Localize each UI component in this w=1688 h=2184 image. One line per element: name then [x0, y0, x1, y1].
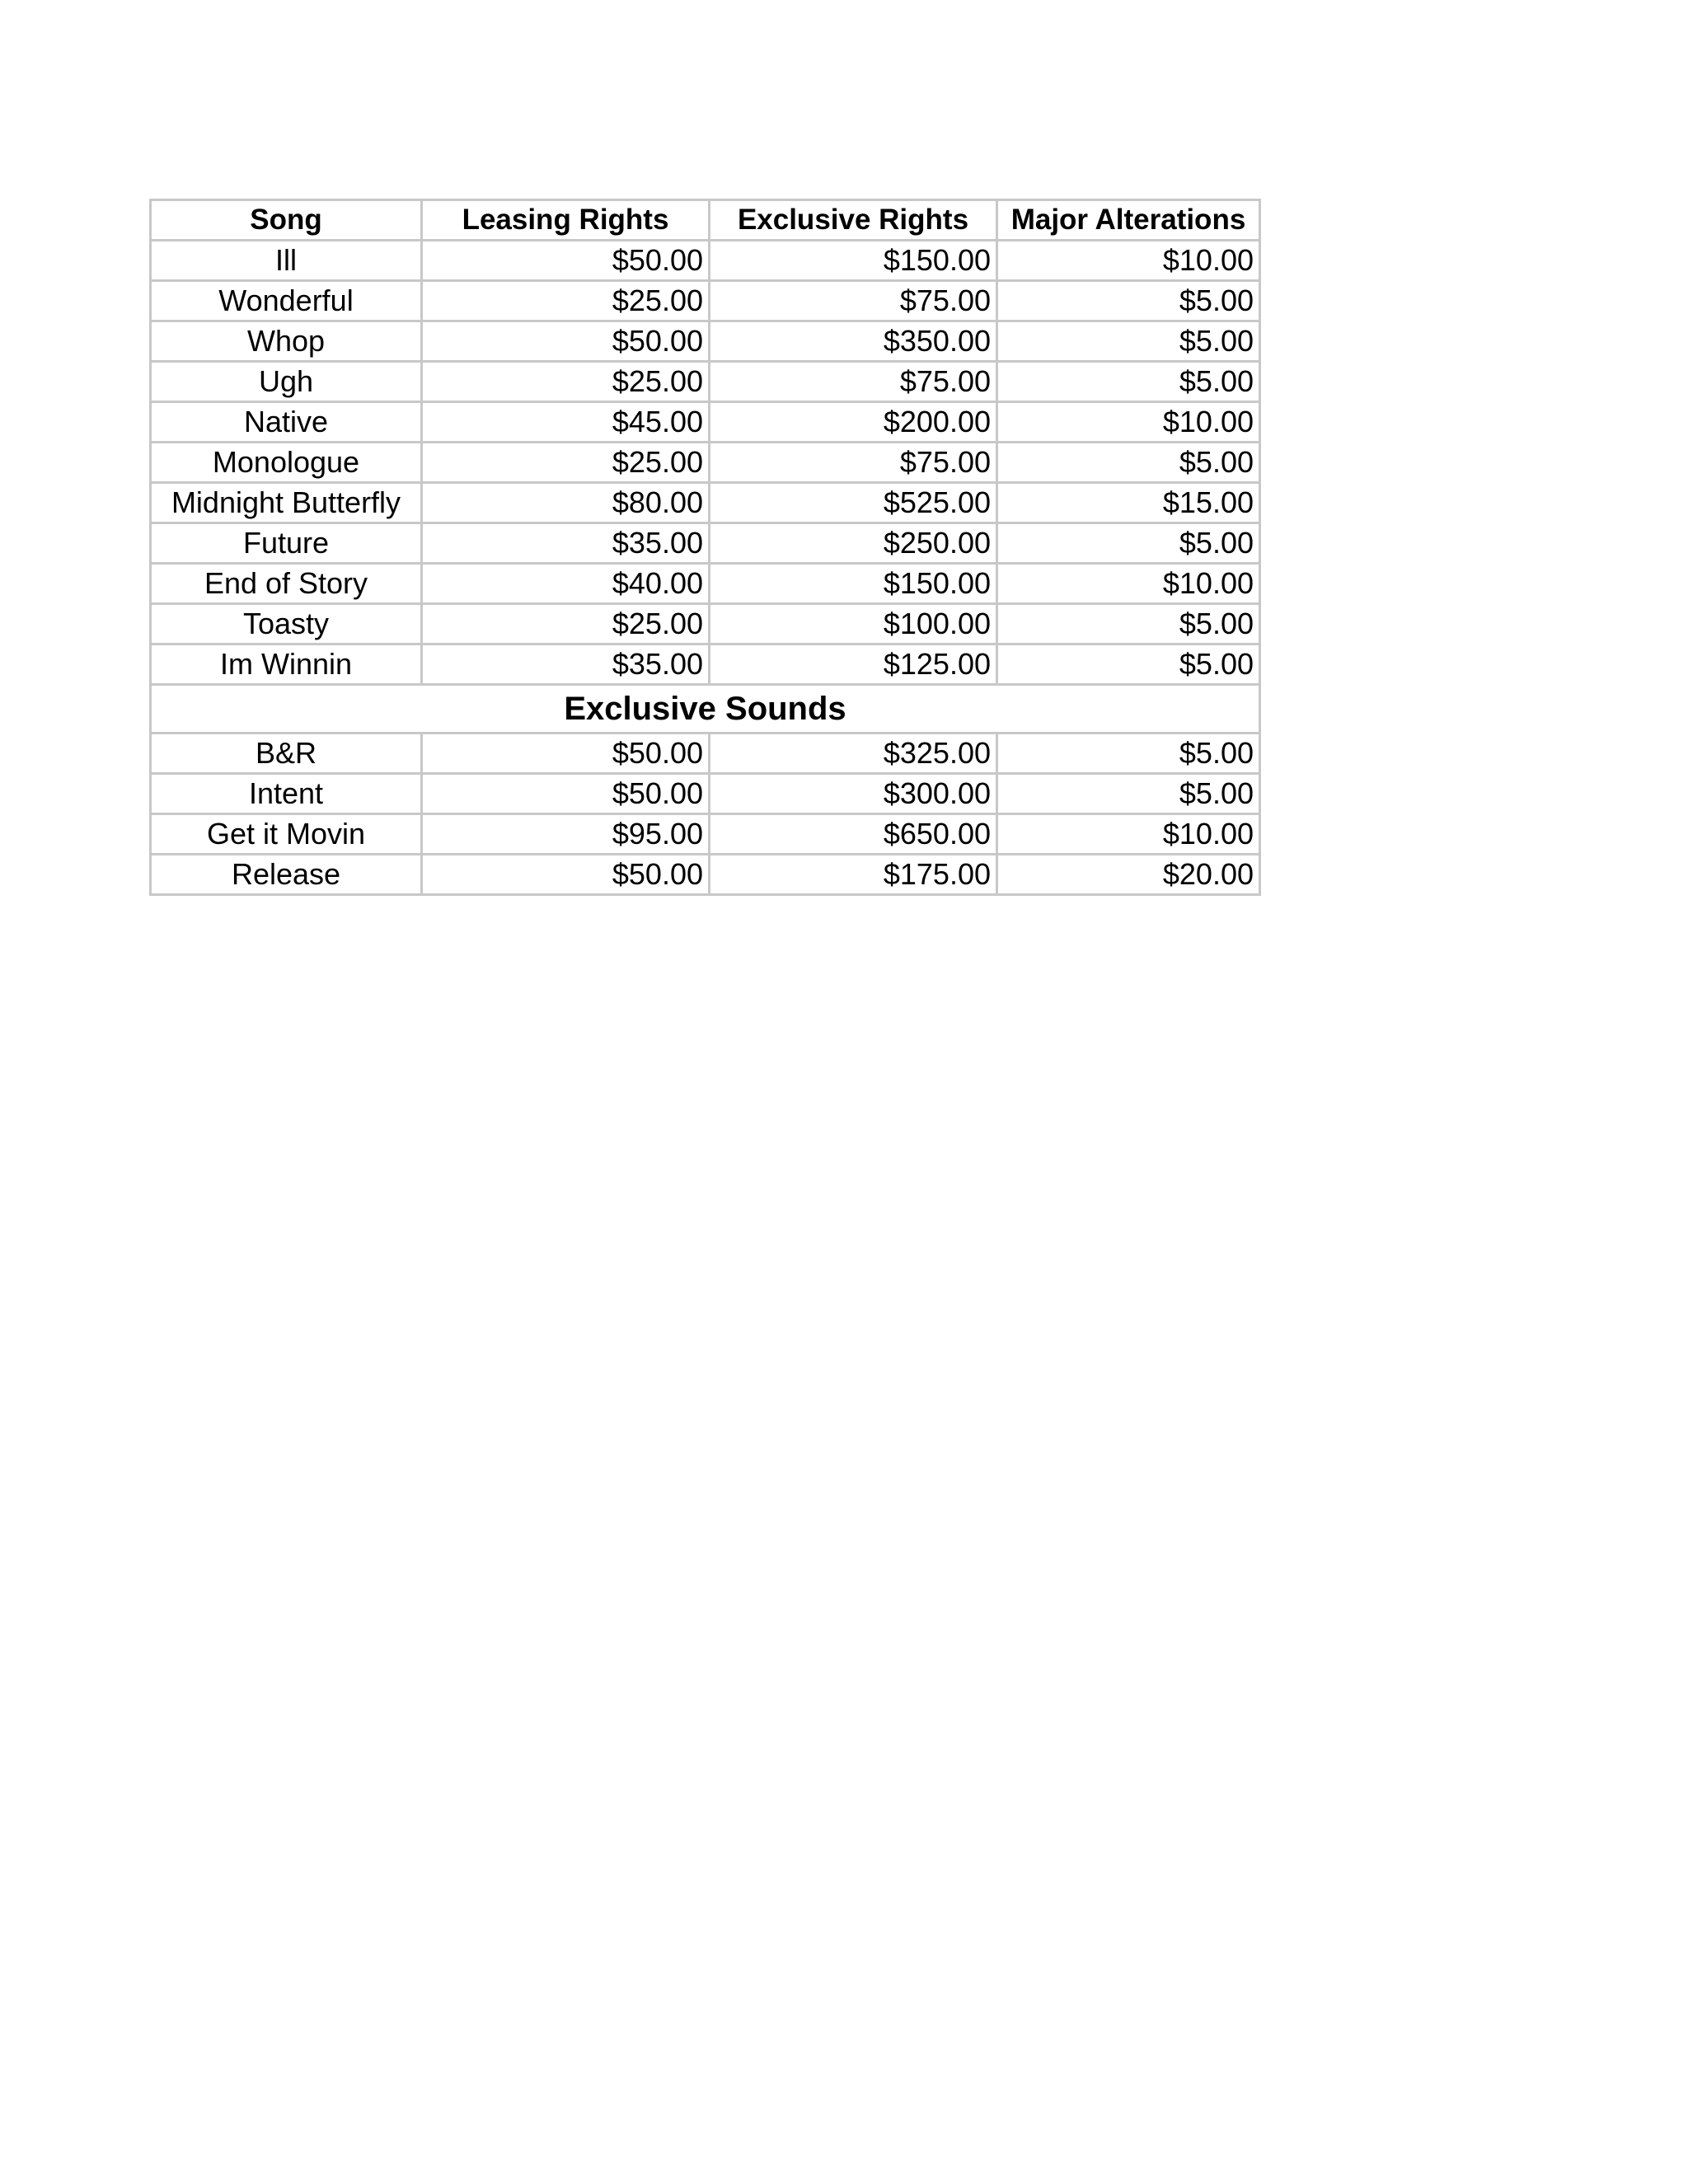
pricing-sheet — [149, 199, 1259, 896]
major-cell: $10.00 — [997, 564, 1260, 604]
major-cell: $5.00 — [997, 644, 1260, 685]
song-cell: Intent — [151, 774, 422, 814]
exclusive-cell: $250.00 — [710, 523, 997, 564]
song-cell: Monologue — [151, 443, 422, 483]
major-cell: $10.00 — [997, 241, 1260, 281]
leasing-cell: $50.00 — [422, 241, 710, 281]
table-row — [151, 241, 1260, 281]
table-header-row — [151, 200, 1260, 241]
major-cell: $15.00 — [997, 483, 1260, 523]
table-row — [151, 483, 1260, 523]
exclusive-cell: $525.00 — [710, 483, 997, 523]
song-cell: Ugh — [151, 362, 422, 402]
song-cell: Im Winnin — [151, 644, 422, 685]
song-cell: Native — [151, 402, 422, 443]
exclusive-cell: $150.00 — [710, 241, 997, 281]
song-cell: Get it Movin — [151, 814, 422, 855]
major-cell: $10.00 — [997, 402, 1260, 443]
header-song: Song — [151, 200, 422, 241]
major-cell: $5.00 — [997, 774, 1260, 814]
major-cell: $10.00 — [997, 814, 1260, 855]
exclusive-cell: $200.00 — [710, 402, 997, 443]
song-cell: Future — [151, 523, 422, 564]
header-exclusive-rights: Exclusive Rights — [710, 200, 997, 241]
section-header-row — [151, 685, 1260, 733]
exclusive-cell: $125.00 — [710, 644, 997, 685]
song-cell: B&R — [151, 733, 422, 774]
pricing-table — [149, 199, 1261, 896]
major-cell: $5.00 — [997, 523, 1260, 564]
leasing-cell: $25.00 — [422, 443, 710, 483]
leasing-cell: $95.00 — [422, 814, 710, 855]
leasing-cell: $50.00 — [422, 733, 710, 774]
table-row — [151, 564, 1260, 604]
leasing-cell: $35.00 — [422, 644, 710, 685]
song-cell: End of Story — [151, 564, 422, 604]
leasing-cell: $50.00 — [422, 774, 710, 814]
table-row — [151, 814, 1260, 855]
table-row — [151, 855, 1260, 895]
leasing-cell: $50.00 — [422, 855, 710, 895]
song-cell: Toasty — [151, 604, 422, 644]
song-cell: Ill — [151, 241, 422, 281]
header-major-alterations: Major Alterations — [997, 200, 1260, 241]
song-cell: Wonderful — [151, 281, 422, 321]
table-row — [151, 362, 1260, 402]
song-cell: Whop — [151, 321, 422, 362]
major-cell: $5.00 — [997, 604, 1260, 644]
exclusive-cell: $75.00 — [710, 362, 997, 402]
leasing-cell: $25.00 — [422, 604, 710, 644]
leasing-cell: $35.00 — [422, 523, 710, 564]
exclusive-cell: $350.00 — [710, 321, 997, 362]
section-title-exclusive-sounds: Exclusive Sounds — [151, 685, 1260, 733]
table-row — [151, 733, 1260, 774]
major-cell: $5.00 — [997, 733, 1260, 774]
header-leasing-rights: Leasing Rights — [422, 200, 710, 241]
exclusive-cell: $325.00 — [710, 733, 997, 774]
exclusive-cell: $175.00 — [710, 855, 997, 895]
table-row — [151, 321, 1260, 362]
leasing-cell: $25.00 — [422, 362, 710, 402]
major-cell: $20.00 — [997, 855, 1260, 895]
major-cell: $5.00 — [997, 321, 1260, 362]
leasing-cell: $25.00 — [422, 281, 710, 321]
major-cell: $5.00 — [997, 443, 1260, 483]
leasing-cell: $40.00 — [422, 564, 710, 604]
table-row — [151, 523, 1260, 564]
table-row — [151, 604, 1260, 644]
table-row — [151, 281, 1260, 321]
table-row — [151, 402, 1260, 443]
exclusive-cell: $650.00 — [710, 814, 997, 855]
table-row — [151, 774, 1260, 814]
song-cell: Midnight Butterfly — [151, 483, 422, 523]
major-cell: $5.00 — [997, 281, 1260, 321]
leasing-cell: $50.00 — [422, 321, 710, 362]
exclusive-cell: $75.00 — [710, 443, 997, 483]
major-cell: $5.00 — [997, 362, 1260, 402]
leasing-cell: $45.00 — [422, 402, 710, 443]
exclusive-cell: $300.00 — [710, 774, 997, 814]
song-cell: Release — [151, 855, 422, 895]
leasing-cell: $80.00 — [422, 483, 710, 523]
exclusive-cell: $75.00 — [710, 281, 997, 321]
table-row — [151, 443, 1260, 483]
exclusive-cell: $100.00 — [710, 604, 997, 644]
table-row — [151, 644, 1260, 685]
exclusive-cell: $150.00 — [710, 564, 997, 604]
